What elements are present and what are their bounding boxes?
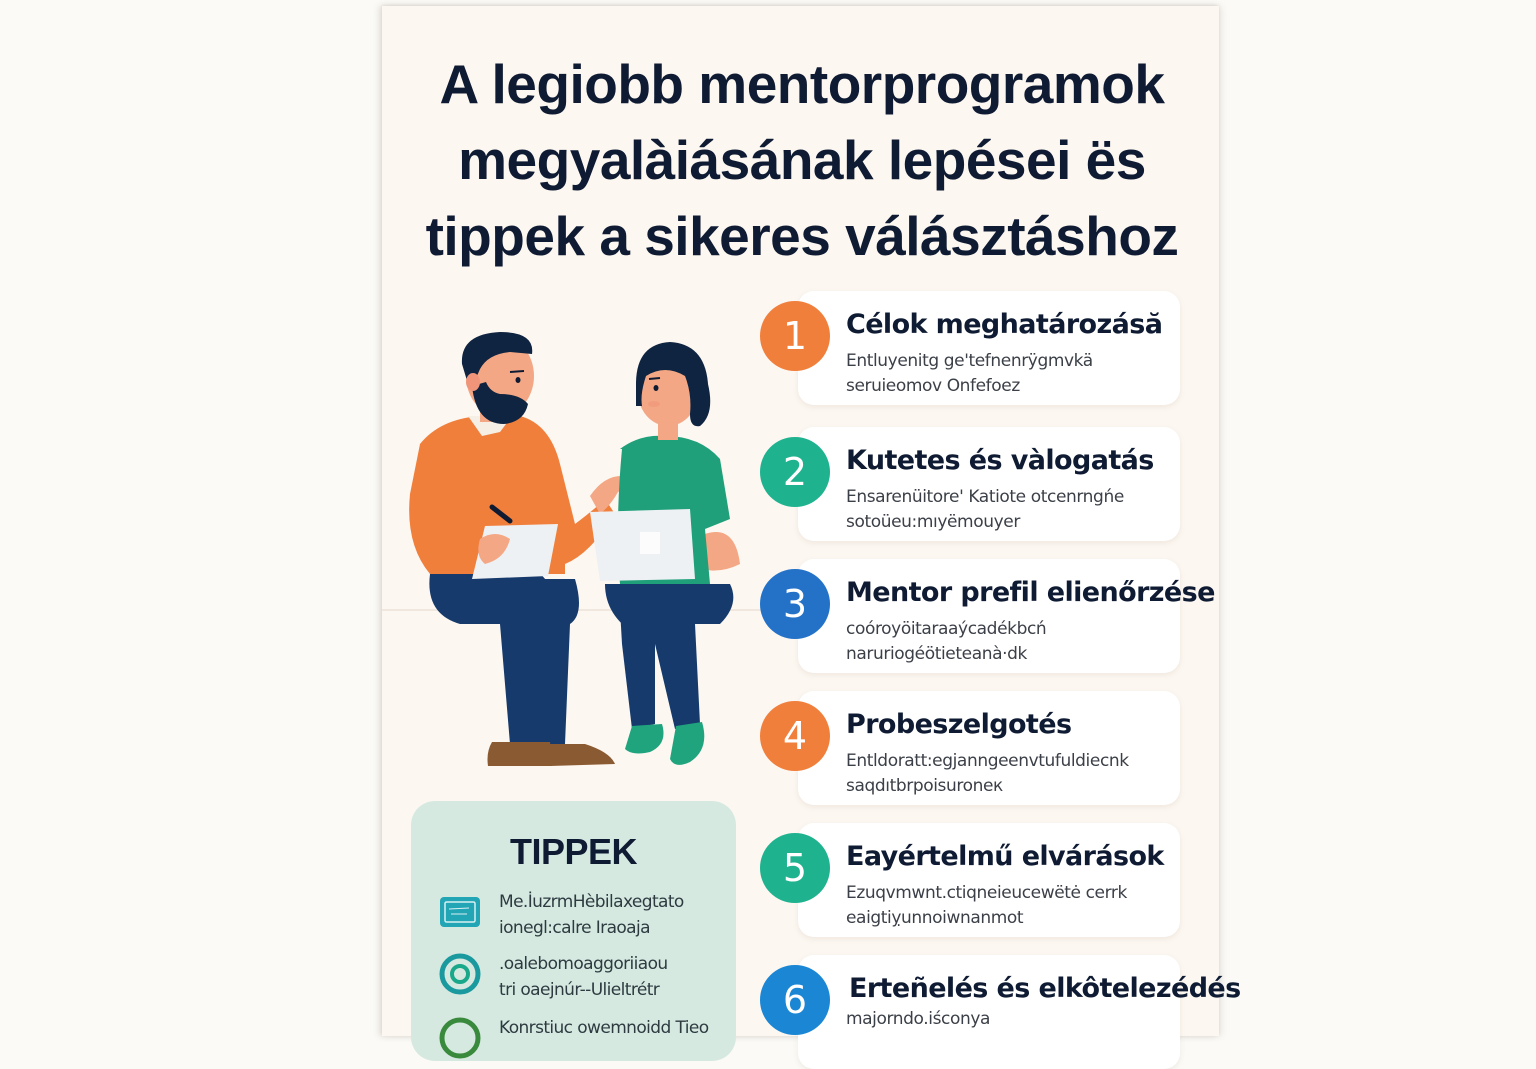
step-title: Probeszelgotés [846, 709, 1072, 740]
step-number-badge: 6 [760, 965, 830, 1035]
tips-title: TIPPEK [509, 831, 638, 872]
step-description [846, 617, 1146, 667]
step-title: Célok meghatározásă [846, 309, 1163, 340]
step-desc-line: coóroyöitaraaýcadékbcń [846, 619, 1047, 639]
step-description [846, 749, 1146, 799]
laptop-icon [439, 891, 481, 933]
step-desc-line: sotoüeu:mıyëmouyer [846, 512, 1020, 532]
step-desc-line: Ezuqvmwnt.ctiqneieucewëtė cerrk [846, 883, 1127, 903]
step-number-badge: 1 [760, 301, 830, 371]
step-desc-line: Entldoratt:egjanngeenvtufuldiecnk [846, 751, 1129, 771]
poster-title [412, 46, 1192, 274]
tip-text-line: Konrstiuc owemnoidd Tieo [499, 1018, 709, 1038]
step-description [846, 1007, 1146, 1032]
step-desc-line: seruieomov Onfefoez [846, 376, 1020, 396]
step-desc-line: majorndo.iśconya [846, 1009, 991, 1029]
step-number-badge: 2 [760, 437, 830, 507]
tip-text-line: ionegl:calre Iraoaja [499, 918, 650, 938]
step-desc-line: Entluyenitg ge'tefnenrÿgmvkä [846, 351, 1093, 371]
title-line-3: tippek a sikeres válásztáshoz [425, 205, 1179, 267]
circle-icon [439, 1017, 481, 1059]
target-icon [439, 953, 481, 995]
step-title: Erteñelés és elkôtelezédés [849, 973, 1241, 1004]
man-figure [409, 332, 627, 766]
tip-text-line: Me.İuzrmHèbilaxegtato [499, 892, 684, 912]
step-title: Eayértelmű elvárások [846, 841, 1164, 872]
step-desc-line: naruriogéötieteanà·dk [846, 644, 1027, 664]
step-number-badge: 5 [760, 833, 830, 903]
title-line-2: megyalàiásának lepései ës [458, 129, 1146, 191]
step-desc-line: eaigtiỵunnoiwnanmot [846, 908, 1024, 928]
tips-box [411, 801, 736, 1061]
tip-text [499, 889, 684, 941]
step-description [846, 485, 1146, 535]
step-number-badge: 3 [760, 569, 830, 639]
step-title: Kutetes és vàlogatás [846, 445, 1154, 476]
title-line-1: A legiobb mentorprogramok [439, 53, 1165, 115]
tip-text [499, 951, 668, 1003]
step-desc-line: saqdıtbrpoisuroneк [846, 776, 1003, 796]
step-desc-line: Ensarenüitore' Katiote otcenrngńe [846, 487, 1124, 507]
tip-text [499, 1015, 709, 1041]
infographic-poster [382, 6, 1241, 1038]
step-number-badge: 4 [760, 701, 830, 771]
tip-text-line: tri oaejnúr--Ulieltrétr [499, 980, 660, 1000]
tip-text-line: .oalebomoaggoriiaou [499, 954, 668, 974]
mentoring-illustration [400, 324, 750, 784]
step-title: Mentor prefil elienőrzése [846, 577, 1215, 608]
woman-figure [590, 342, 740, 765]
step-description [846, 349, 1146, 399]
step-description [846, 881, 1146, 931]
